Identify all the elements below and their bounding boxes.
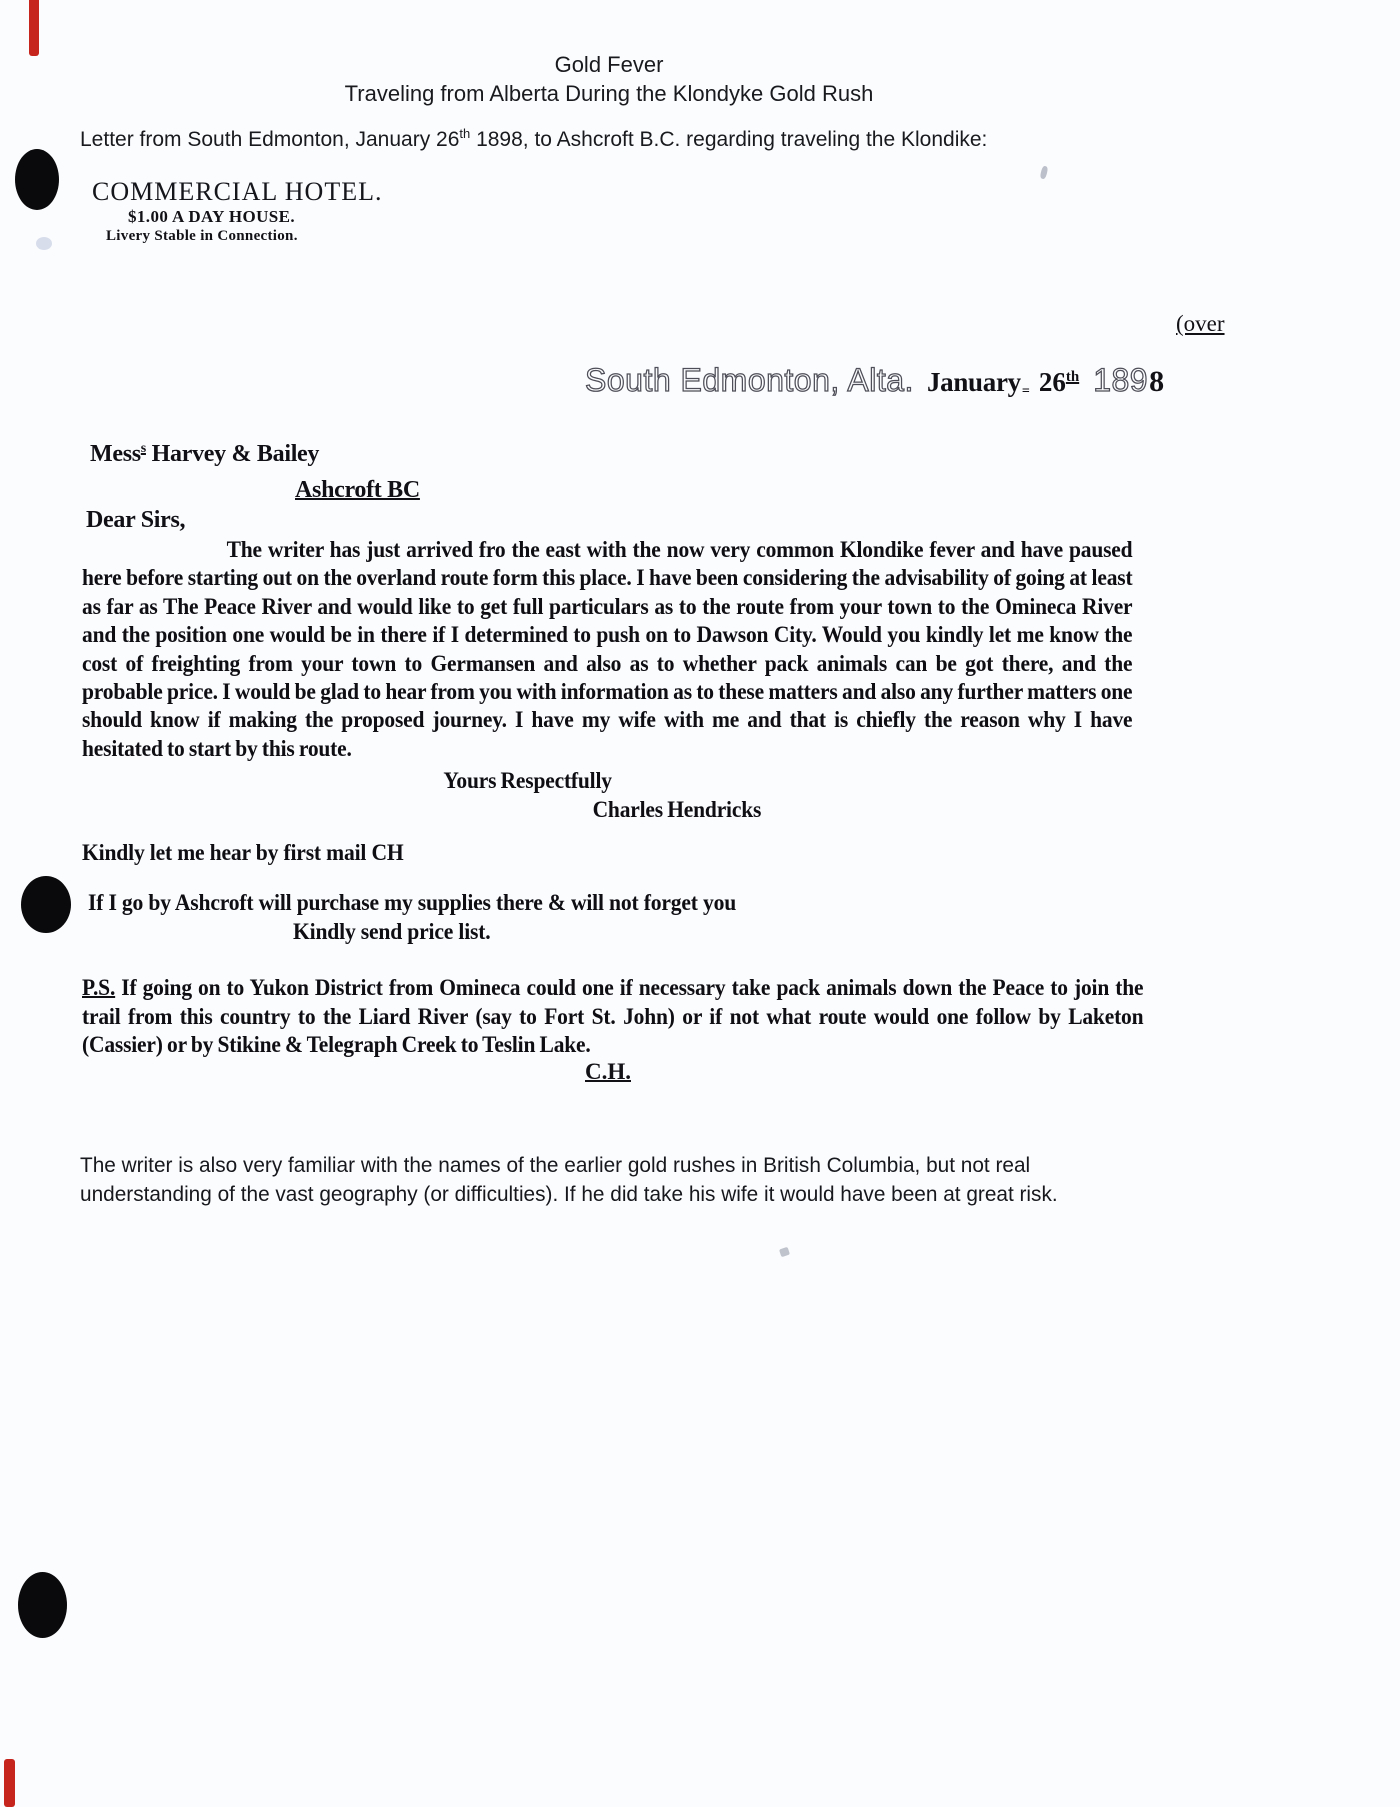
dateline-month: January [926, 367, 1021, 397]
letter-body-block [82, 536, 1132, 824]
messrs-superscript: s [140, 441, 146, 456]
dateline-year-outline: 189 [1093, 362, 1149, 398]
letterhead-livery-line: Livery Stable in Connection. [106, 228, 298, 244]
letter-signature: Charles Hendricks [592, 796, 762, 823]
intro-text-pre: Letter from South Edmonton, January 26 [80, 128, 460, 151]
intro-text-post: 1898, to Ashcroft B.C. regarding traveling the Klondike: [470, 128, 988, 151]
postscript-label: P.S. [82, 975, 116, 1001]
letter-closing: Yours Respectfully [443, 768, 612, 795]
dateline: South Edmonton, Alta. January = 26 th 189 8 [585, 362, 1165, 399]
note-price-list: Kindly send price list. [293, 919, 491, 944]
hole-punch-dot [21, 876, 71, 933]
dateline-dash: = [1021, 384, 1030, 399]
postscript-paragraph [82, 974, 1143, 1060]
dateline-day: 26 [1038, 367, 1066, 397]
addressee-line [90, 441, 319, 468]
intro-line [80, 128, 987, 152]
note-supplies: If I go by Ashcroft will purchase my supplies there & will not forget you [88, 890, 737, 915]
messrs-base: Mess [90, 441, 141, 467]
hole-punch-dot [18, 1572, 67, 1638]
dateline-place-outline-text: South Edmonton, Alta. [585, 362, 914, 398]
commentary-paragraph: The writer is also very familiar with the names of the earlier gold rushes in British Columbia, but not real understanding of the vast geography (or difficulties). If he did take his wife it would have been at great risk. [80, 1154, 1058, 1207]
dateline-year-last-digit: 8 [1149, 365, 1165, 398]
postscript-text: If going on to Yukon District from Omineca could one if necessary take pack animals down the Peace to join the trail from this country to the Liard River (say to Fort St. John) or if not what route would one follow by Laketon (Cassier) or by Stikine & Telegraph Creek to Teslin Lake. [82, 975, 1144, 1059]
scan-speck [779, 1247, 790, 1257]
letter-body-paragraph: The writer has just arrived fro the east with the now very common Klondike fever and have paused here before starting out on the overland route form this place. I have been considering the advisability of going at least as far as The Peace River and would like to get full particulars as to the route from your town to the Omineca River and the position one would be in there if I determined to push on to Dawson City. Would you kindly let me know the cost of freighting from your town to Germansen and also as to whether pack animals can be got there, and the probable price. I would be glad to hear from you with information as to these matters and also any further matters one should know if making the proposed journey. I have my wife with me and that is chiefly the reason why I have hesitated to start by this route. [82, 537, 1133, 762]
intro-ordinal-suffix: th [459, 126, 471, 141]
faint-scan-dot [36, 237, 52, 250]
hole-punch-dot [15, 149, 59, 210]
document-title-block [0, 50, 1218, 108]
salutation: Dear Sirs, [86, 507, 186, 533]
over-note: (over [1176, 311, 1225, 336]
addressee-city: Ashcroft BC [295, 477, 420, 503]
red-edge-mark-bottom [4, 1759, 15, 1807]
page-title: Gold Fever [554, 52, 664, 77]
red-edge-mark-top [29, 0, 39, 56]
letterhead-hotel-name: COMMERCIAL HOTEL. [92, 177, 383, 206]
postscript-initials: C.H. [585, 1059, 631, 1084]
note-first-mail: Kindly let me hear by first mail CH [82, 840, 404, 865]
letterhead-rate-line: $1.00 A DAY HOUSE. [128, 207, 296, 226]
scan-speck [1040, 165, 1049, 179]
messrs-names: Harvey & Bailey [145, 441, 320, 467]
page-subtitle: Traveling from Alberta During the Klondyke Gold Rush [344, 81, 874, 106]
